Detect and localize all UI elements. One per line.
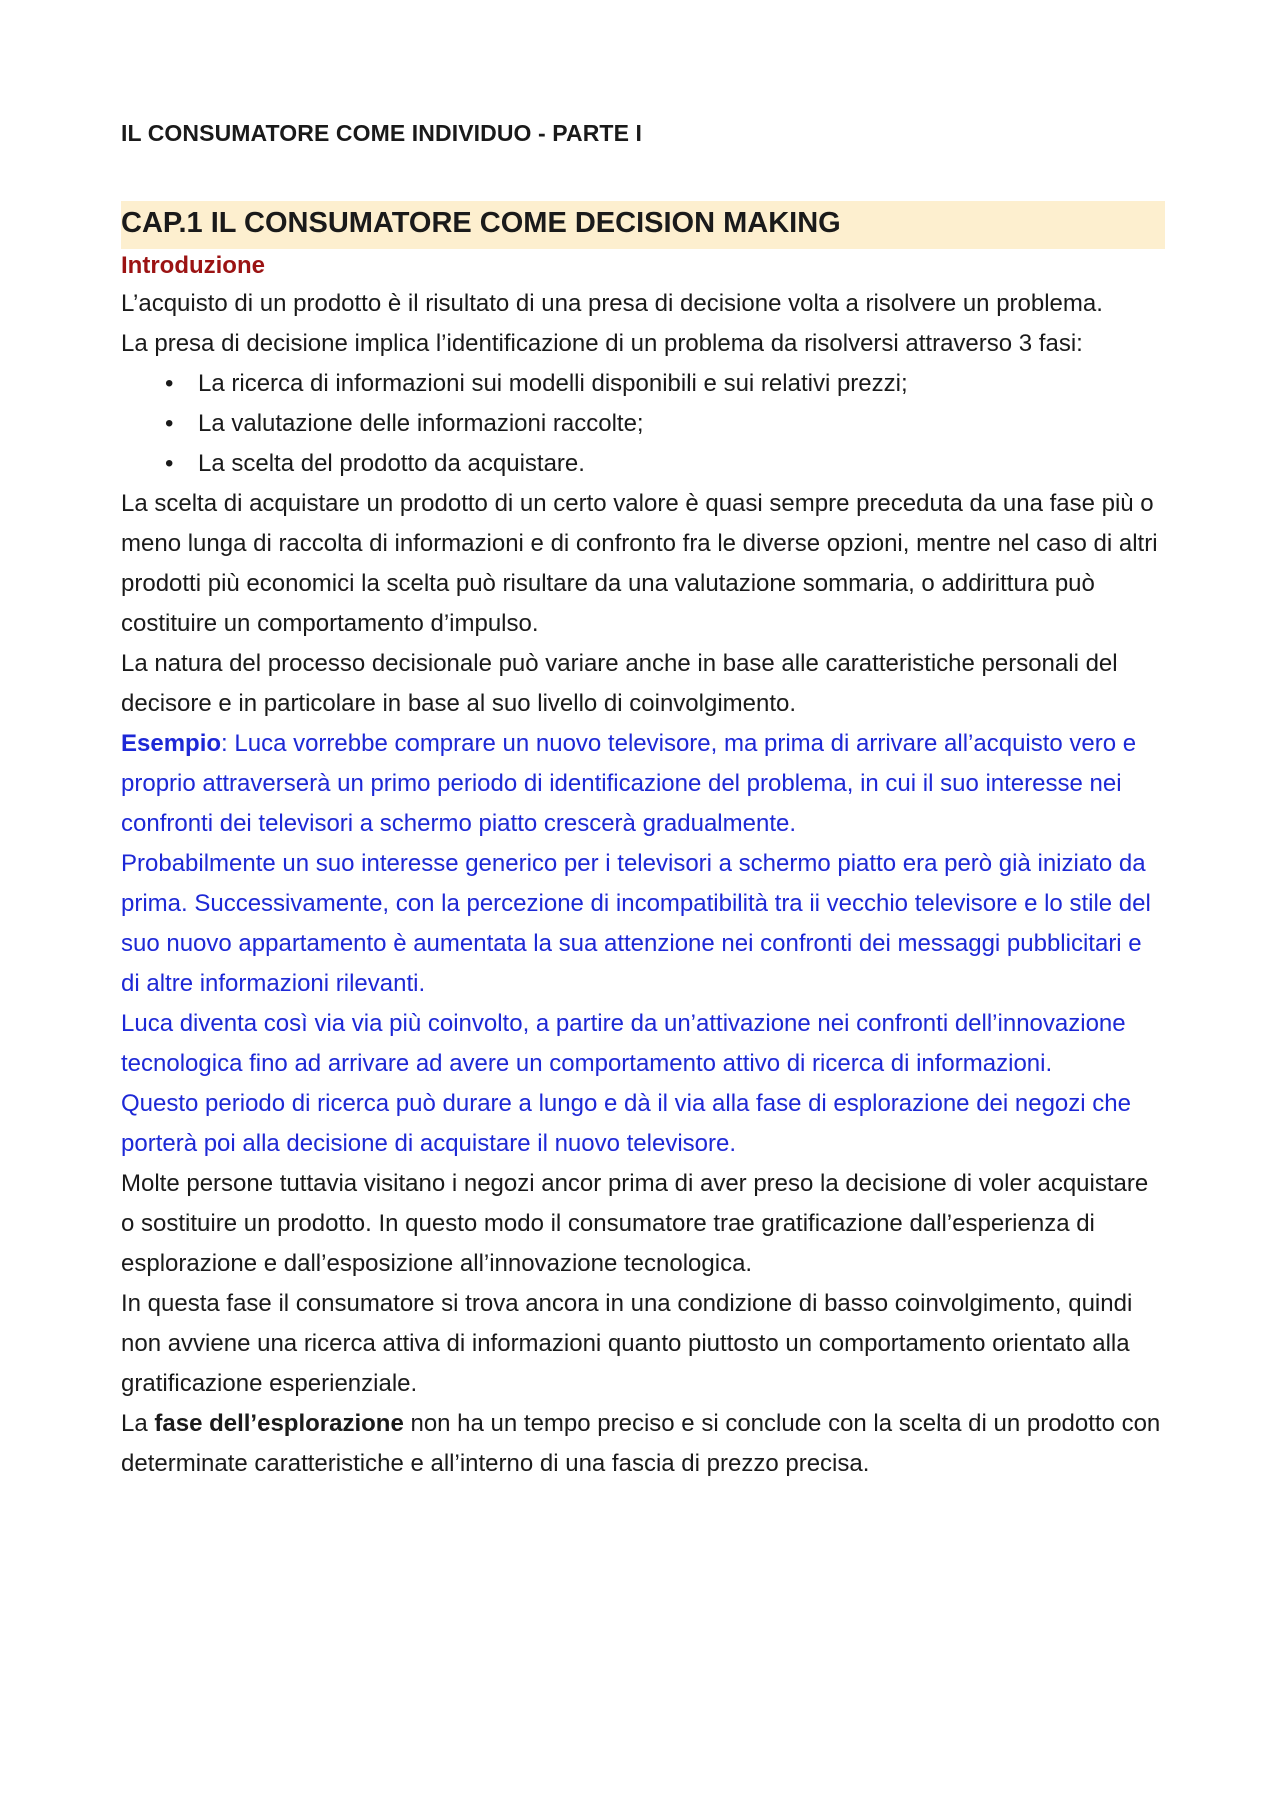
paragraph-fase-esplorazione <box>121 1404 1165 1484</box>
example-paragraph-3: Luca diventa così via via più coinvolto, a partire da un’attivazione nei confronti dell’innovazione tecnologica fino ad arrivare ad avere un comportamento attivo di ricerca di informazioni. <box>121 1010 1126 1077</box>
phases-list <box>121 364 1165 484</box>
example-paragraph-2: Probabilmente un suo interesse generico per i televisori a schermo piatto era però già iniziato da prima. Successivamente, con la percezione di incompatibilità tra ii vecchio televisore e lo stile del suo nuovo appartamento è aumentata la sua attenzione nei confronti dei messaggi pubblicitari e di altre informazioni rilevanti. <box>121 850 1151 997</box>
part-title: IL CONSUMATORE COME INDIVIDUO - PARTE I <box>121 120 642 146</box>
document-body <box>121 248 1165 1484</box>
section-title: Introduzione <box>121 252 265 279</box>
list-item: • La scelta del prodotto da acquistare. <box>165 444 1165 484</box>
fase-text-end: non ha un tempo preciso e si conclude con la scelta di un prodotto con determinate caratteristiche e all’interno di una fascia di prezzo precisa. <box>121 1410 1161 1477</box>
example-paragraph-4: Questo periodo di ricerca può durare a lungo e dà il via alla fase di esplorazione dei negozi che porterà poi alla decisione di acquistare il nuovo televisore. <box>121 1090 1131 1157</box>
fase-esplorazione-bold: fase dell’esplorazione <box>154 1410 404 1437</box>
example-text: : Luca vorrebbe comprare un nuovo televisore, ma prima di arrivare all’acquisto vero e proprio attraverserà un primo periodo di identificazione del problema, in cui il suo interesse nei confronti dei televisori a schermo piatto crescerà gradualmente. <box>121 730 1137 837</box>
fase-text-start: La <box>121 1410 155 1437</box>
paragraph-visite-negozi: Molte persone tuttavia visitano i negozi ancor prima di aver preso la decisione di voler acquistare o sostituire un prodotto. In questo modo il consumatore trae gratificazione dall’esperienza di esplorazione e dall’esposizione all’innovazione tecnologica. <box>121 1170 1149 1277</box>
paragraph-scelta: La scelta di acquistare un prodotto di un certo valore è quasi sempre preceduta da una fase più o meno lunga di raccolta di informazioni e di confronto fra le diverse opzioni, mentre nel caso di altri prodotti più economici la scelta può risultare da una valutazione sommaria, o addirittura può costituire un comportamento d’impulso. <box>121 490 1158 637</box>
example-paragraph <box>121 724 1165 844</box>
paragraph-presa-decisione: La presa di decisione implica l’identificazione di un problema da risolversi attraverso 3 fasi: <box>121 330 1083 357</box>
paragraph-acquisto: L’acquisto di un prodotto è il risultato di una presa di decisione volta a risolvere un problema. <box>121 290 1103 317</box>
list-item: • La valutazione delle informazioni raccolte; <box>165 404 1165 444</box>
example-label: Esempio <box>121 730 222 757</box>
chapter-title: CAP.1 IL CONSUMATORE COME DECISION MAKING <box>121 207 841 239</box>
paragraph-basso-coinvolgimento: In questa fase il consumatore si trova ancora in una condizione di basso coinvolgimento, quindi non avviene una ricerca attiva di informazioni quanto piuttosto un comportamento orientato alla gratificazione esperienziale. <box>121 1290 1133 1397</box>
list-item: • La ricerca di informazioni sui modelli disponibili e sui relativi prezzi; <box>165 364 1165 404</box>
paragraph-natura-processo: La natura del processo decisionale può variare anche in base alle caratteristiche personali del decisore e in particolare in base al suo livello di coinvolgimento. <box>121 650 1118 717</box>
